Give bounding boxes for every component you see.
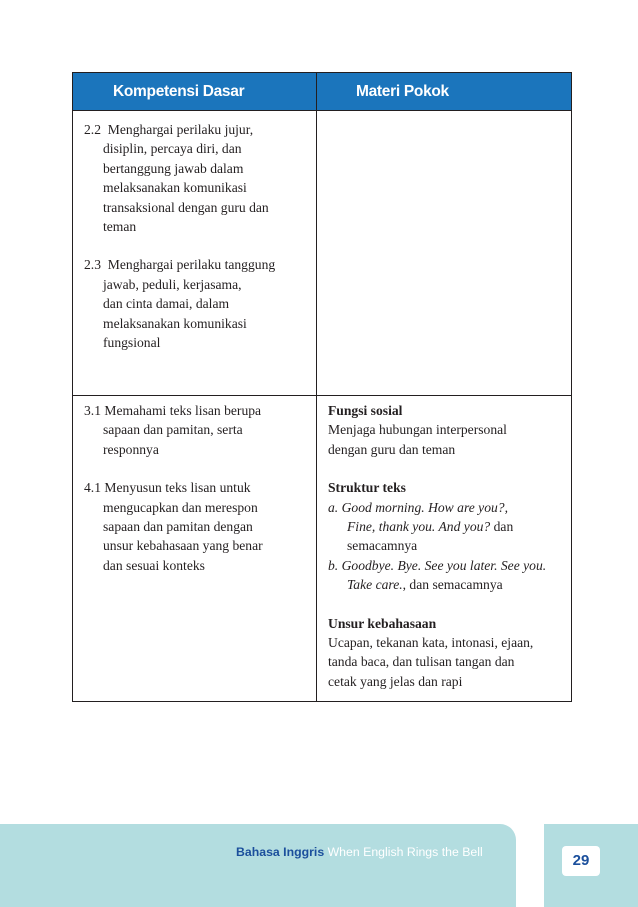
kd-line: sapaan dan pamitan dengan [103, 519, 253, 535]
kd-line: bertanggung jawab dalam [103, 160, 244, 176]
kd-line: fungsional [103, 335, 161, 351]
header-materi-pokok: Materi Pokok [356, 83, 449, 100]
row2-kompetensi-cell [84, 401, 312, 575]
row-divider [73, 395, 571, 396]
kd-line: Menghargai perilaku tanggung [107, 257, 276, 273]
struktur-line-b2 [328, 575, 566, 594]
kd-number: 4.1 [84, 480, 101, 496]
footer-band [0, 824, 516, 907]
row2-materi-cell [328, 401, 566, 691]
kd-line: mengucapkan dan merespon [103, 499, 258, 515]
unsur-line: cetak yang jelas dan rapi [328, 673, 463, 689]
unsur-kebahasaan-title: Unsur kebahasaan [328, 615, 437, 631]
kd-line: transaksional dengan guru dan [103, 199, 269, 215]
competency-table [72, 72, 572, 702]
unsur-line: tanda baca, dan tulisan tangan dan [328, 654, 515, 670]
kd-line: dan cinta damai, dalam [103, 296, 230, 312]
unsur-line: Ucapan, tekanan kata, intonasi, ejaan, [328, 635, 534, 651]
struktur-line-a3: semacamnya [347, 538, 418, 554]
kd-line: Menyusun teks lisan untuk [104, 480, 251, 496]
page-number: 29 [562, 846, 600, 876]
kd-number: 2.2 [84, 122, 101, 137]
struktur-line-a2 [328, 517, 566, 536]
header-kompetensi-dasar: Kompetensi Dasar [113, 83, 245, 100]
kd-line: melaksanakan komunikasi [103, 315, 247, 331]
column-divider [316, 73, 317, 701]
kd-line: Menghargai perilaku jujur, [107, 122, 254, 137]
kd-line: melaksanakan komunikasi [103, 180, 247, 196]
kd-item-3-1 [84, 401, 312, 459]
kd-item-2-3 [84, 255, 312, 352]
fungsi-line: Menjaga hubungan interpersonal [328, 422, 507, 438]
fungsi-line: dengan guru dan teman [328, 441, 456, 457]
struktur-line-b: b. Goodbye. Bye. See you later. See you. [328, 557, 547, 573]
row1-kompetensi-cell [84, 120, 312, 352]
kd-number: 2.3 [84, 257, 101, 273]
kd-line: dan sesuai konteks [103, 557, 205, 573]
book-subtitle: When English Rings the Bell [324, 845, 483, 859]
book-title: Bahasa Inggris [236, 845, 325, 859]
fungsi-sosial-title: Fungsi sosial [328, 403, 403, 418]
kd-line: teman [103, 219, 137, 235]
table-header [73, 73, 571, 111]
kd-line: Memahami teks lisan berupa [104, 403, 262, 418]
kd-item-2-2 [84, 120, 312, 236]
struktur-line-a: a. Good morning. How are you?, [328, 499, 508, 515]
kd-line: responnya [103, 441, 159, 457]
kd-line: disiplin, percaya diri, dan [103, 141, 242, 157]
struktur-teks-title: Struktur teks [328, 480, 406, 496]
kd-line: jawab, peduli, kerjasama, [103, 276, 242, 292]
kd-line: unsur kebahasaan yang benar [103, 538, 263, 554]
kd-number: 3.1 [84, 403, 101, 418]
kd-item-4-1 [84, 478, 312, 575]
kd-line: sapaan dan pamitan, serta [103, 422, 243, 438]
struktur-italic: Fine, thank you. And you? [347, 519, 491, 535]
footer-book-title [236, 845, 483, 859]
struktur-italic: Take care. [347, 577, 403, 593]
struktur-text: dan [490, 519, 514, 535]
struktur-text: , dan semacamnya [402, 577, 503, 593]
